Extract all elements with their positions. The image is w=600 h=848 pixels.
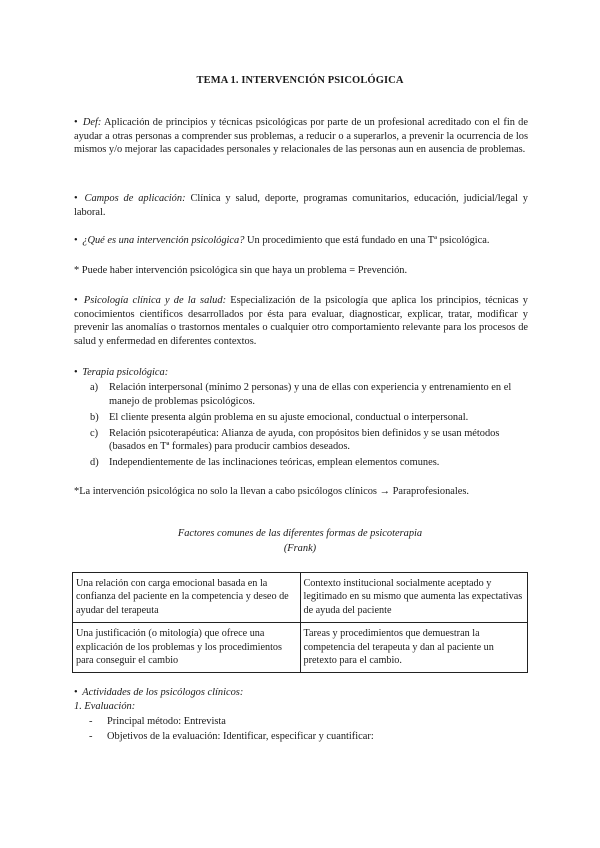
definition-label: Def: (82, 117, 102, 128)
dash-marker: - (89, 731, 93, 742)
list-item-text: Relación psicoterapéutica: Alianza de ayuda, con propósitos bien definidos y se usan métodos (basados en Tª formales) para producir cambios deseados. (109, 427, 500, 453)
prevention-note: * Puede haber intervención psicológica sin que haya un problema = Prevención. (74, 265, 408, 276)
activities-label: Actividades de los psicólogos clínicos: (82, 687, 244, 698)
table-cell: Una relación con carga emocional basada en la confianza del paciente en la competencia y deseo de ayudar del terapeuta (73, 573, 301, 623)
table-cell: Tareas y procedimientos que demuestran la competencia del terapeuta y dan al paciente un pretexto para el cambio. (300, 623, 528, 673)
list-item-text: El cliente presenta algún problema en su ajuste emocional, conductual o interpersonal. (109, 411, 469, 423)
therapy-label: Terapia psicológica: (82, 367, 169, 378)
bullet-icon: • (74, 295, 78, 306)
table-row (73, 623, 528, 673)
common-factors-table (72, 572, 528, 673)
bullet-icon: • (74, 235, 78, 246)
list-item-text: Principal método: Entrevista (107, 716, 226, 727)
table-author: (Frank) (283, 543, 317, 554)
bullet-icon: • (74, 367, 78, 378)
therapy-list (92, 381, 528, 473)
activities-heading (74, 686, 528, 700)
therapy-heading (74, 366, 528, 380)
table-caption: Factores comunes de las diferentes formas de psicoterapia (177, 528, 423, 539)
table-cell: Una justificación (o mitología) que ofrece una explicación de los problemas y los procedimientos para conseguir el cambio (73, 623, 301, 673)
page-title: TEMA 1. INTERVENCIÓN PSICOLÓGICA (196, 75, 404, 86)
fields-text: Clínica y salud, deporte, programas comunitarios, educación, judicial/legal y laboral. (74, 193, 528, 218)
evaluation-item (89, 730, 529, 744)
dash-marker: - (89, 716, 93, 727)
table-cell: Contexto institucional socialmente aceptado y legitimado en su mismo que aumenta las expectativas de ayuda del paciente (300, 573, 528, 623)
table-row (73, 573, 528, 623)
paraprofessionals-note: *La intervención psicológica no solo la llevan a cabo psicólogos clínicos → Paraprofesionales. (74, 486, 470, 497)
what-is-text: Un procedimiento que está fundado en una Tª psicológica. (247, 235, 490, 246)
list-marker: b) (90, 411, 99, 423)
bullet-icon: • (74, 193, 78, 204)
clinical-psychology-label: Psicología clínica y de la salud: (83, 295, 227, 306)
evaluation-item (89, 715, 529, 729)
bullet-icon: • (74, 687, 78, 698)
what-is-label: ¿Qué es una intervención psicológica? (82, 235, 245, 246)
list-item (92, 381, 528, 408)
evaluation-label: 1. Evaluación: (74, 701, 136, 712)
clinical-psychology-text: Especialización de la psicología que aplica los principios, técnicas y conocimientos científicos desarrollados por ésta para evaluar, diagnosticar, explicar, tratar, modificar y prevenir las anomalías o trastornos mentales o cualquier otro comportamiento relevante para los procesos de salud y enfermedad en diferentes contextos. (74, 295, 528, 347)
list-marker: d) (90, 457, 99, 469)
list-item-text: Relación interpersonal (mínimo 2 personas) y una de ellas con experiencia y entrenamiento en el manejo de problemas psicológicos. (109, 382, 512, 407)
definition-text: Aplicación de principios y técnicas psicológicas por parte de un profesional acreditado con el fin de ayudar a otras personas a comprender sus problemas, a reducir o a superarlos, a prevenir la ocurrencia de los mismos y/o mejorar las capacidades personales y relacionales de las personas aun en ausencia de problemas. (74, 117, 528, 156)
list-item (92, 411, 528, 425)
definition-paragraph (74, 116, 528, 157)
list-marker: a) (90, 382, 99, 393)
list-item-text: Independientemente de las inclinaciones teóricas, emplean elementos comunes. (109, 457, 440, 469)
clinical-psychology-paragraph (74, 294, 528, 348)
what-is-paragraph (74, 234, 528, 248)
list-item (92, 456, 528, 470)
fields-paragraph (74, 192, 528, 219)
fields-label: Campos de aplicación: (84, 193, 186, 204)
bullet-icon: • (74, 117, 78, 128)
list-item-text: Objetivos de la evaluación: Identificar, especificar y cuantificar: (107, 731, 374, 742)
list-item (92, 427, 528, 454)
list-marker: c) (90, 427, 99, 439)
